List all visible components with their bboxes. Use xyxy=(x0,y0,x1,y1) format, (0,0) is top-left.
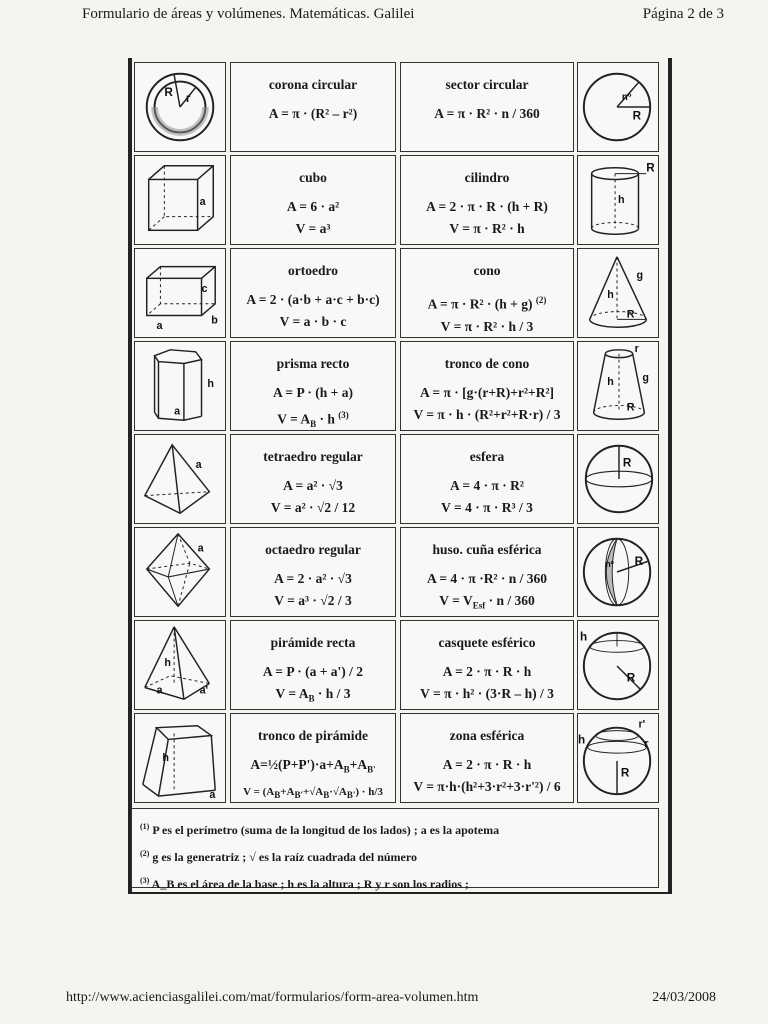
area-formula: A = 2 · (a·b + a·c + b·c) xyxy=(246,292,380,307)
casquete-figure xyxy=(577,620,659,710)
svg-text:a: a xyxy=(195,459,202,472)
tronco-cono-figure xyxy=(577,341,659,431)
svg-text:h: h xyxy=(579,630,588,644)
cilindro-figure xyxy=(577,155,659,245)
svg-text:b: b xyxy=(211,314,218,327)
area-formula: $A=\frac{1}{2}(P+P')\cdot a+A_B+A_{B'}$ xyxy=(250,757,376,775)
footnote-1: $^{(1)}$ P es el perímetro (suma de la longitud de los lados) ; a es la apotema xyxy=(140,822,500,837)
svg-text:r: r xyxy=(634,342,639,355)
piramide-diagram-icon xyxy=(135,621,225,709)
svg-text:h: h xyxy=(607,288,614,301)
volume-formula: V = π·h·(h²+3·r²+3·r'²) / 6 xyxy=(413,779,561,794)
prisma-diagram-icon xyxy=(135,342,225,430)
svg-text:r: r xyxy=(644,738,649,751)
svg-text:R: R xyxy=(620,766,630,780)
formula-cell-right xyxy=(400,341,574,431)
area-formula: A = π · R² · (h + g) $^{(2)}$ xyxy=(427,295,547,312)
volume-formula: V = π · R² · h / 3 xyxy=(440,318,534,334)
figure-name: huso. cuña esférica xyxy=(432,542,542,557)
svg-text:R: R xyxy=(164,86,173,100)
svg-text:g: g xyxy=(636,269,644,282)
print-date: 24/03/2008 xyxy=(652,990,716,1005)
tetraedro-diagram-icon xyxy=(135,435,225,523)
cubo-figure xyxy=(134,155,226,245)
area-formula: A = P · (h + a) xyxy=(273,385,353,400)
svg-text:R: R xyxy=(626,671,636,685)
figure-name: tronco de cono xyxy=(444,356,530,371)
prisma-figure xyxy=(134,341,226,431)
svg-text:h: h xyxy=(207,377,214,390)
svg-text:R: R xyxy=(634,555,644,569)
svg-text:h: h xyxy=(578,733,586,747)
figure-name: ortoedro xyxy=(288,263,338,278)
volume-formula: $V = A_B \cdot h$ $^{(3)}$ xyxy=(277,410,349,430)
tronco-piramide-diagram-icon xyxy=(135,714,225,802)
huso-figure xyxy=(577,527,659,617)
svg-text:R: R xyxy=(646,161,655,175)
sector-diagram-icon xyxy=(578,63,658,151)
formula-cell-left xyxy=(230,341,396,431)
svg-text:g: g xyxy=(642,372,649,385)
figure-name: zona esférica xyxy=(449,728,525,743)
formula-cell-left xyxy=(230,620,396,710)
cubo-diagram-icon xyxy=(135,156,225,244)
figure-name: esfera xyxy=(469,449,505,464)
page-number: Página 2 de 3 xyxy=(642,6,724,22)
source-url: http://www.acienciasgalilei.com/mat/formularios/form-area-volumen.htm xyxy=(66,990,479,1005)
tetraedro-figure xyxy=(134,434,226,524)
ortoedro-figure xyxy=(134,248,226,338)
svg-text:h: h xyxy=(607,376,614,389)
volume-formula: V = π · h · (R²+r²+R·r) / 3 xyxy=(413,407,561,422)
figure-name: octaedro regular xyxy=(265,542,361,557)
area-formula: A = π · R² · n / 360 xyxy=(434,106,540,121)
formula-cell-right xyxy=(400,248,574,338)
sector-figure xyxy=(577,62,659,152)
footnote-3: $^{(3)}$ A_B es el área de la base ; h es la altura ; R y r son los radios ; xyxy=(140,876,469,891)
figure-name: cubo xyxy=(299,170,327,185)
area-formula: A = π · [g·(r+R)+r²+R²] xyxy=(420,385,554,400)
figure-name: tronco de pirámide xyxy=(258,728,368,743)
svg-text:a': a' xyxy=(199,684,209,697)
esfera-figure xyxy=(577,434,659,524)
svg-text:r: r xyxy=(185,92,191,106)
svg-text:nº: nº xyxy=(621,92,632,104)
figure-name: sector circular xyxy=(445,77,529,92)
svg-text:R: R xyxy=(626,401,635,414)
volume-formula: V = π · h² · (3·R – h) / 3 xyxy=(420,686,554,701)
figure-name: prisma recto xyxy=(276,356,350,371)
volume-formula: $V = V_{Esf} \cdot n / 360$ xyxy=(439,593,535,611)
casquete-diagram-icon xyxy=(578,621,658,709)
svg-text:nº: nº xyxy=(605,559,614,570)
formula-cell-left xyxy=(230,527,396,617)
area-formula: A = π · (R² – r²) xyxy=(268,106,358,121)
octaedro-diagram-icon xyxy=(135,528,225,616)
svg-text:R: R xyxy=(622,456,632,470)
svg-text:a: a xyxy=(156,684,163,697)
svg-text:r': r' xyxy=(638,718,646,731)
area-formula: A = 4 · π ·R² · n / 360 xyxy=(426,571,548,586)
area-formula: A = 6 · a² xyxy=(286,199,340,214)
svg-text:R: R xyxy=(632,109,642,123)
formula-cell-right xyxy=(400,527,574,617)
figure-name: tetraedro regular xyxy=(263,449,363,464)
figure-name: cilindro xyxy=(464,170,510,185)
figure-name: cono xyxy=(473,263,501,278)
figure-name: casquete esférico xyxy=(438,635,536,650)
area-formula: A = 4 · π · R² xyxy=(450,478,524,493)
svg-text:a: a xyxy=(156,320,163,333)
formula-cell-left xyxy=(230,248,396,338)
formula-cell-left xyxy=(230,62,396,152)
svg-text:a: a xyxy=(197,542,204,555)
figure-name: corona circular xyxy=(268,77,358,92)
cono-figure xyxy=(577,248,659,338)
footnote-2: $^{(2)}$ g es la generatriz ; √ es la raíz cuadrada del número xyxy=(140,849,417,864)
footnotes xyxy=(131,808,659,891)
volume-formula: V = 4 · π · R³ / 3 xyxy=(441,500,533,515)
piramide-figure xyxy=(134,620,226,710)
ortoedro-diagram-icon xyxy=(135,249,225,337)
formula-cell-right xyxy=(400,155,574,245)
cono-diagram-icon xyxy=(578,249,658,337)
volume-formula: V = π · R² · h xyxy=(449,221,525,236)
volume-formula: V = a³ xyxy=(295,221,331,236)
area-formula: A = a² · √3 xyxy=(283,478,343,493)
octaedro-figure xyxy=(134,527,226,617)
svg-text:a: a xyxy=(209,789,216,802)
esfera-diagram-icon xyxy=(578,435,658,523)
svg-text:h: h xyxy=(618,193,625,206)
huso-diagram-icon xyxy=(578,528,658,616)
figure-name: pirámide recta xyxy=(270,635,356,650)
tronco-cono-diagram-icon xyxy=(578,342,658,430)
svg-text:a: a xyxy=(199,195,206,208)
formula-cell-right xyxy=(400,62,574,152)
formula-cell-left xyxy=(230,155,396,245)
zona-diagram-icon xyxy=(578,714,658,802)
formula-cell-left xyxy=(230,713,396,803)
corona-diagram-icon xyxy=(135,63,225,151)
volume-formula: $V = A_B \cdot h / 3$ xyxy=(275,686,351,704)
svg-text:R: R xyxy=(626,308,635,321)
cilindro-diagram-icon xyxy=(578,156,658,244)
svg-text:h: h xyxy=(164,656,171,669)
formula-cell-left xyxy=(230,434,396,524)
volume-formula: V = a · b · c xyxy=(279,314,347,329)
area-formula: A = 2 · a² · √3 xyxy=(274,571,352,586)
tronco-piramide-figure xyxy=(134,713,226,803)
formula-cell-right xyxy=(400,434,574,524)
volume-formula: V = a³ · √2 / 3 xyxy=(274,593,352,608)
svg-text:c: c xyxy=(201,283,208,296)
area-formula: A = 2 · π · R · h xyxy=(442,664,532,679)
corona-figure xyxy=(134,62,226,152)
area-formula: A = P · (a + a') / 2 xyxy=(262,664,364,679)
page-header-title: Formulario de áreas y volúmenes. Matemáticas. Galilei xyxy=(82,6,415,22)
svg-text:a: a xyxy=(174,405,181,418)
area-formula: A = 2 · π · R · (h + R) xyxy=(426,199,548,214)
svg-text:h: h xyxy=(162,751,169,764)
volume-formula: $V = (A_B+A_{B'}+√A_B\cdot√A_{B'}) \cdot h/3$ xyxy=(243,785,383,800)
formula-cell-right xyxy=(400,620,574,710)
formula-cell-right xyxy=(400,713,574,803)
area-formula: A = 2 · π · R · h xyxy=(442,757,532,772)
zona-figure xyxy=(577,713,659,803)
volume-formula: V = a² · √2 / 12 xyxy=(270,500,356,515)
